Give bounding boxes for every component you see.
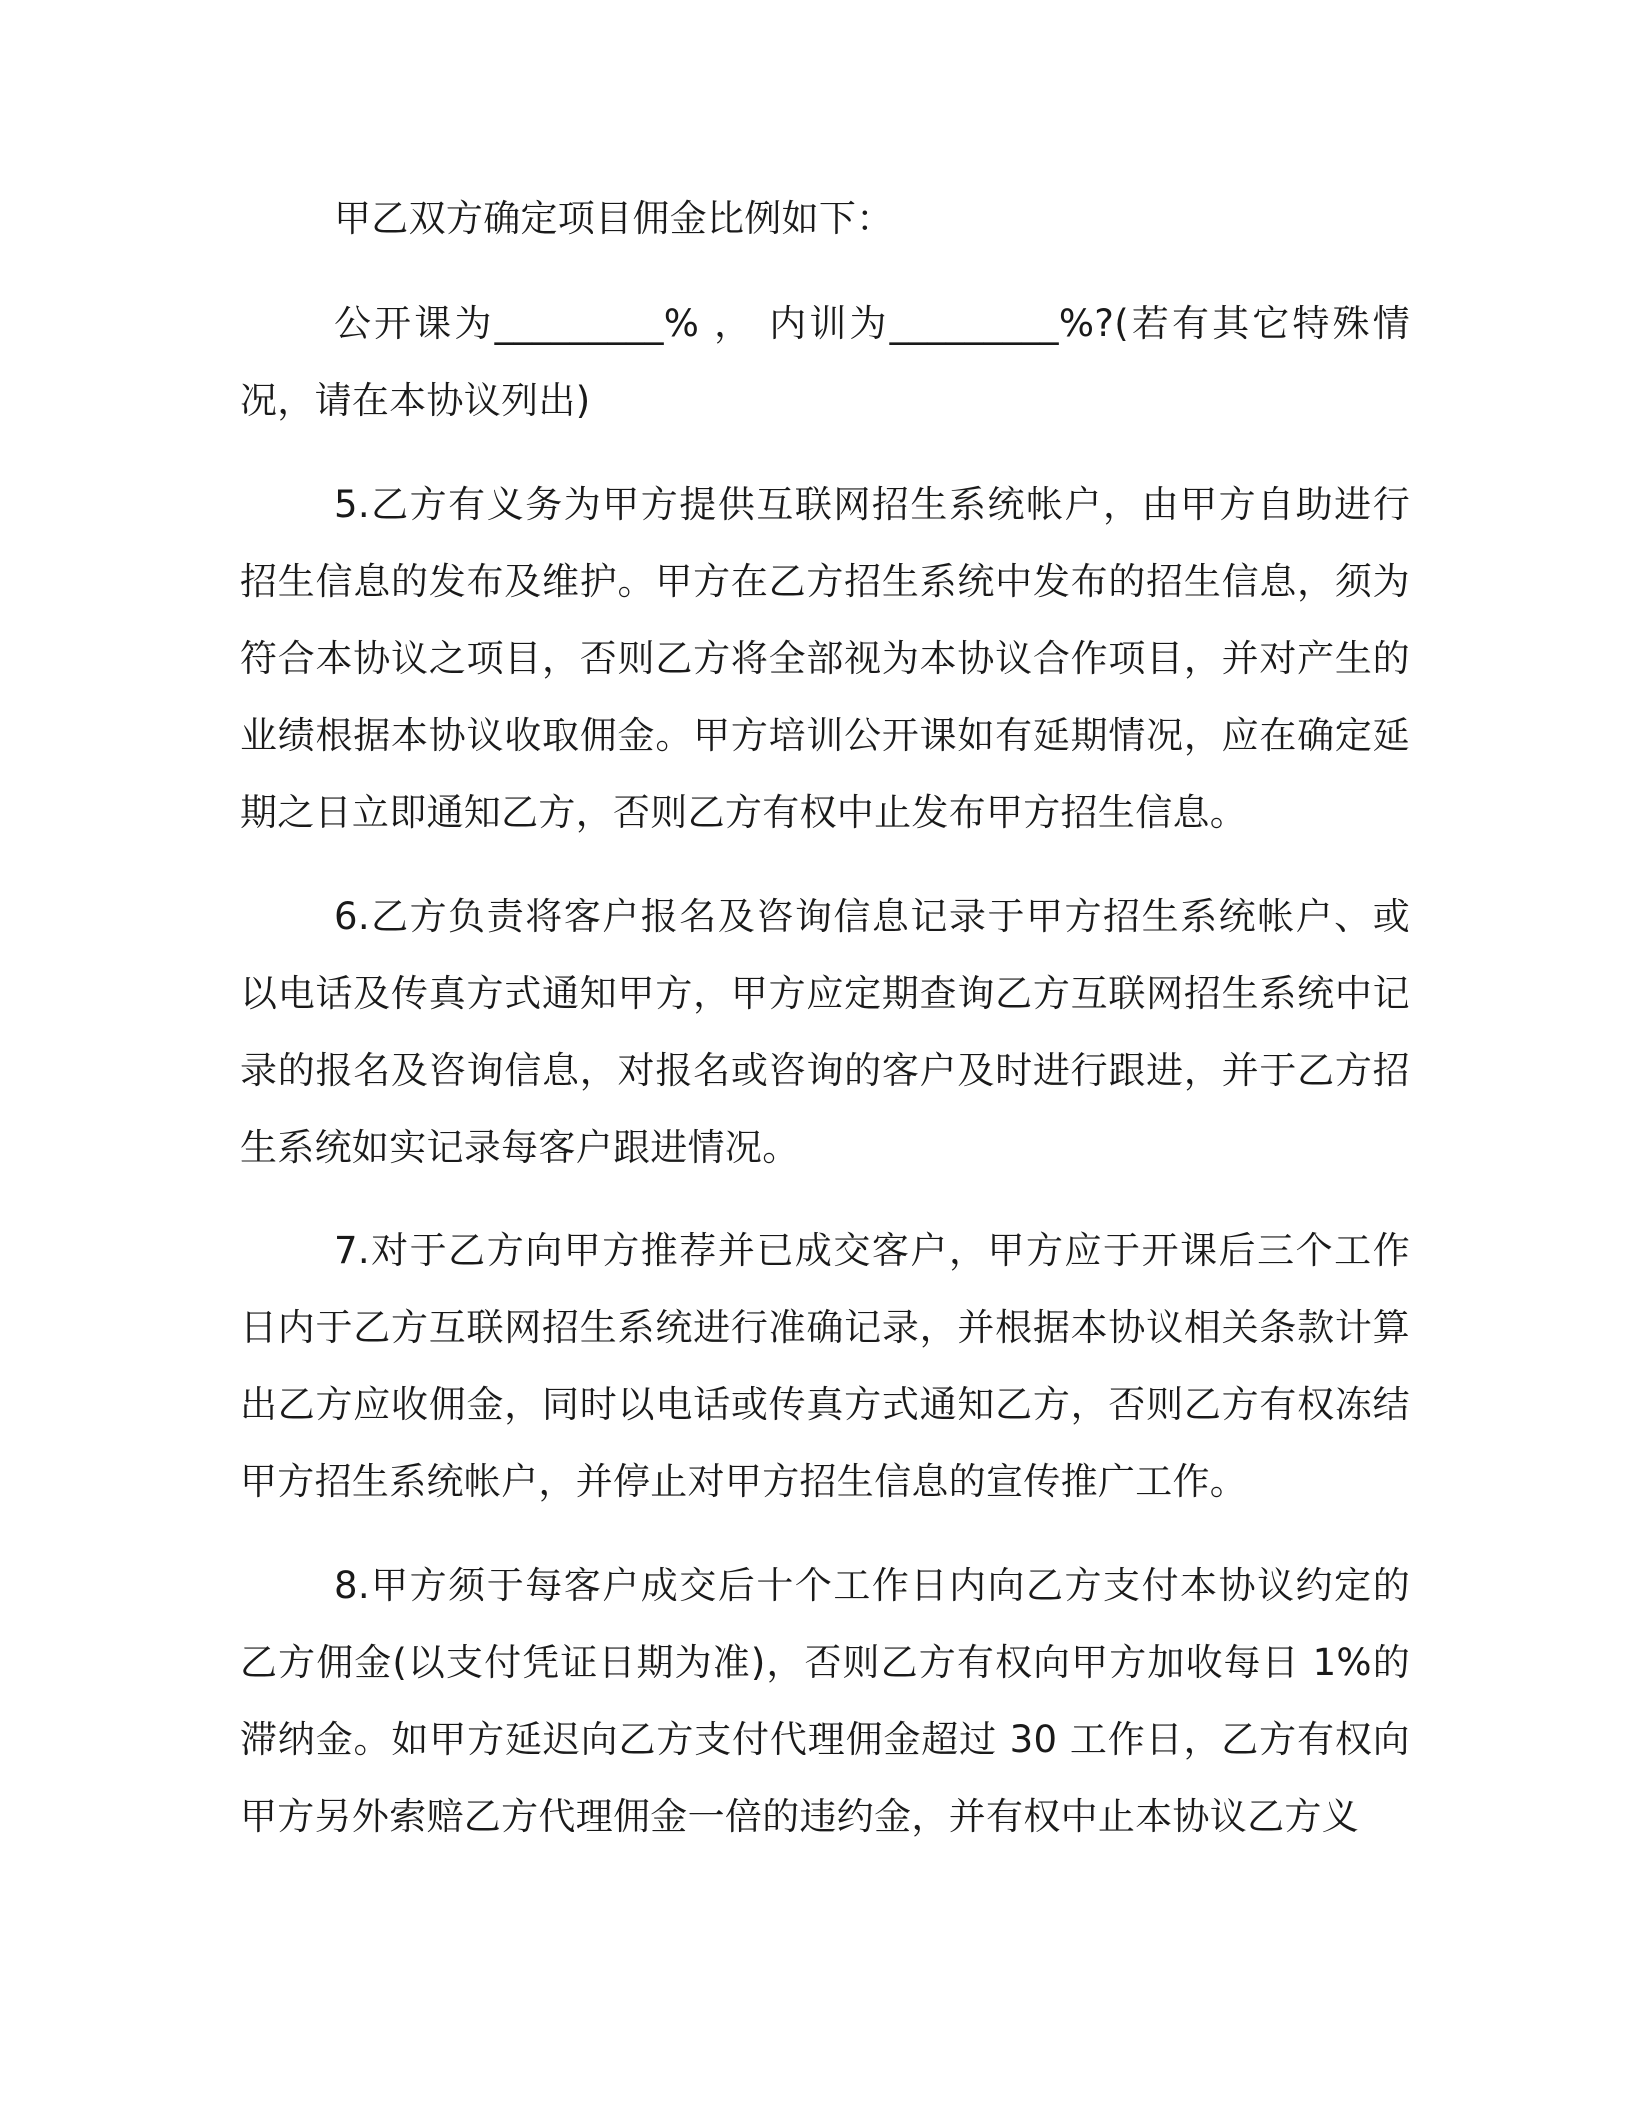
- paragraph-clause-5: 5.乙方有义务为甲方提供互联网招生系统帐户，由甲方自助进行招生信息的发布及维护。甲方在乙方招生系统中发布的招生信息，须为符合本协议之项目，否则乙方将全部视为本协议合作项目，并对产生的业绩根据本协议收取佣金。甲方培训公开课如有延期情况，应在确定延期之日立即通知乙方，否则乙方有权中止发布甲方招生信息。: [240, 483, 1410, 834]
- paragraph-clause-7: 7.对于乙方向甲方推荐并已成交客户，甲方应于开课后三个工作日内于乙方互联网招生系统进行准确记录，并根据本协议相关条款计算出乙方应收佣金，同时以电话或传真方式通知乙方，否则乙方有权冻结甲方招生系统帐户，并停止对甲方招生信息的宣传推广工作。: [240, 1229, 1410, 1503]
- paragraph-commission-rates: 公开课为_________% ， 内训为_________%?(若有其它特殊情况，请在本协议列出): [240, 302, 1410, 422]
- paragraph-commission-intro: 甲乙双方确定项目佣金比例如下：: [334, 197, 894, 240]
- paragraph-clause-6: 6.乙方负责将客户报名及咨询信息记录于甲方招生系统帐户、或以电话及传真方式通知甲方，甲方应定期查询乙方互联网招生系统中记录的报名及咨询信息，对报名或咨询的客户及时进行跟进，并于乙方招生系统如实记录每客户跟进情况。: [240, 895, 1410, 1169]
- paragraph-clause-8: 8.甲方须于每客户成交后十个工作日内向乙方支付本协议约定的乙方佣金(以支付凭证日期为准)，否则乙方有权向甲方加收每日 1%的滞纳金。如甲方延迟向乙方支付代理佣金超过 30 工作日，乙方有权向甲方另外索赔乙方代理佣金一倍的违约金，并有权中止本协议乙方义: [240, 1564, 1410, 1838]
